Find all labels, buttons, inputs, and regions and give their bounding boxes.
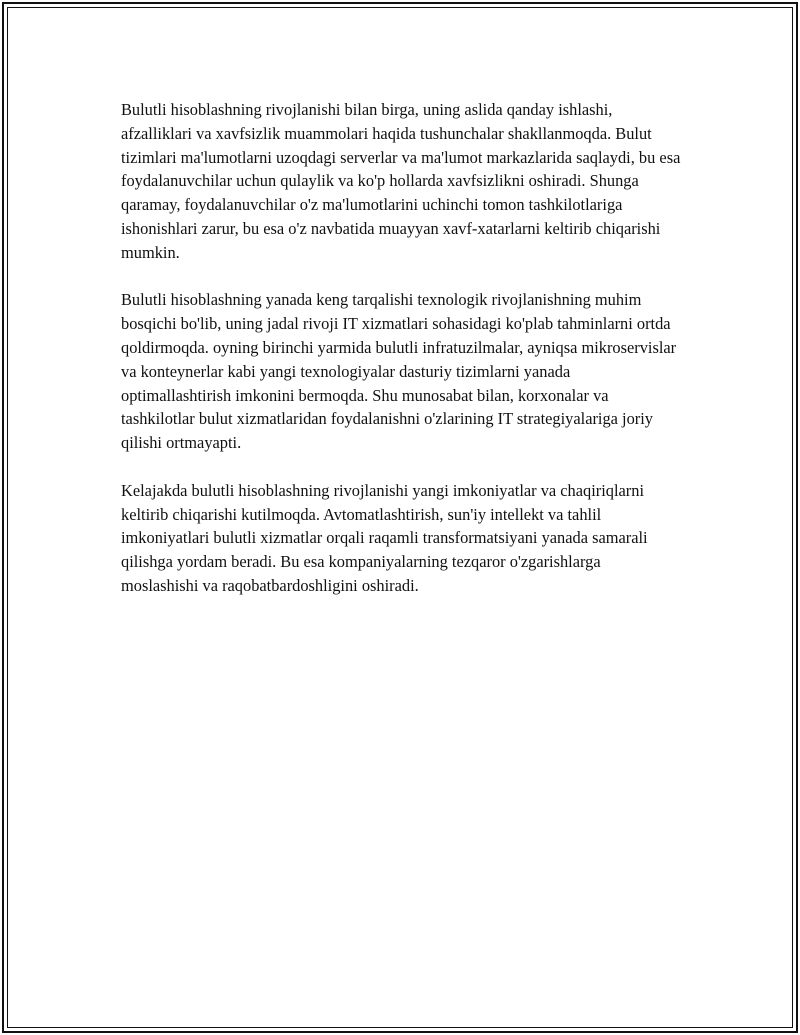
paragraph-1: Bulutli hisoblashning rivojlanishi bilan birga, uning aslida qanday ishlashi, afzalliklari va xavfsizlik muammolari haqida tushunchalar shakllanmoqda. Bulut tizimlari ma'lumotlarni uzoqdagi serverlar va ma'lumot markazlarida saqlaydi, bu esa foydalanuvchilar uchun qulaylik va ko'p hollarda xavfsizlikni oshiradi. Shunga qaramay, foydalanuvchilar o'z ma'lumotlarini uchinchi tomon tashkilotlariga ishonishlari zarur, bu esa o'z navbatida muayyan xavf-xatarlarni keltirib chiqarishi mumkin. — [121, 100, 681, 262]
page-frame — [2, 2, 798, 1033]
document-body — [121, 98, 681, 622]
paragraph-3: Kelajakda bulutli hisoblashning rivojlanishi yangi imkoniyatlar va chaqiriqlarni keltirib chiqarishi kutilmoqda. Avtomatlashtirish, sun'iy intellekt va tahlil imkoniyatlari bulutli xizmatlar orqali raqamli transformatsiyani yanada samarali qilishga yordam beradi. Bu esa kompaniyalarning tezqaror o'zgarishlarga moslashishi va raqobatbardoshligini oshiradi. — [121, 480, 648, 595]
paragraph-2: Bulutli hisoblashning yanada keng tarqalishi texnologik rivojlanishning muhim bosqichi bo'lib, uning jadal rivoji IT xizmatlari sohasidagi ko'plab tahminlarni ortda qoldirmoqda. oyning birinchi yarmida bulutli infratuzilmalar, ayniqsa mikroservislar va konteynerlar kabi yangi texnologiyalar dasturiy tizimlarni yanada optimallashtirish imkonini bermoqda. Shu munosabat bilan, korxonalar va tashkilotlar bulut xizmatlaridan foydalanishni o'zlarining IT strategiyalariga joriy qilishi ortmayapti. — [121, 290, 677, 453]
